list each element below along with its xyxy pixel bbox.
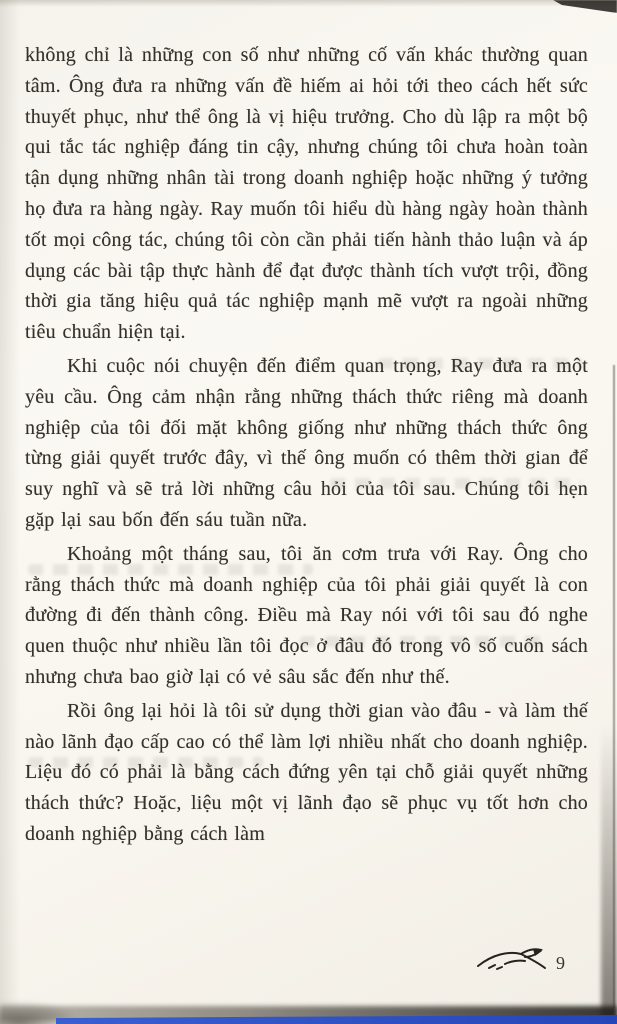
scan-shadow-bottom-right: [601, 724, 617, 1024]
page-number: 9: [556, 953, 565, 973]
page-footer: [475, 944, 565, 974]
paragraph: không chỉ là những con số như những cố vấn khác thường quan tâm. Ông đưa ra những vấn đề hiếm ai hỏi tới theo cách hết sức thuyết phục, như thể ông là vị hiệu trưởng. Cho dù lập ra một bộ qui tắc tác nghiệp đáng tin cậy, nhưng chúng tôi chưa hoàn toàn tận dụng những nhân tài trong doanh nghiệp hoặc những ý tưởng họ đưa ra hàng ngày. Ray muốn tôi hiểu dù hàng ngày hoàn thành tốt mọi công tác, chúng tôi còn cần phải tiến hành thảo luận và áp dụng các bài tập thực hành để đạt được thành tích vượt trội, đồng thời gia tăng hiệu quả tác nghiệp mạnh mẽ vượt ra ngoài những tiêu chuẩn hiện tại.: [25, 44, 588, 344]
paragraph: Khoảng một tháng sau, tôi ăn cơm trưa với Ray. Ông cho rằng thách thức mà doanh nghiệp của tôi phải giải quyết là con đường đi đến thành công. Điều mà Ray nói với tôi sau đó nghe quen thuộc như nhiều lần tôi đọc ở đâu đó trong vô số cuốn sách nhưng chưa bao giờ lại có vẻ sâu sắc đến như thế.: [25, 542, 588, 688]
pen-scribble-icon: [475, 944, 549, 974]
body-text: [25, 40, 588, 853]
paragraph: Rồi ông lại hỏi là tôi sử dụng thời gian vào đâu - và làm thế nào lãnh đạo cấp cao có thể làm lợi nhiều nhất cho doanh nghiệp. Liệu đó có phải là bằng cách đứng yên tại chỗ giải quyết những thách thức? Hoặc, liệu một vị lãnh đạo sẽ phục vụ tốt hơn cho doanh nghiệp bằng cách làm: [25, 699, 588, 845]
scan-shading-top: [0, 0, 617, 7]
paragraph: Khi cuộc nói chuyện đến điểm quan trọng, Ray đưa ra một yêu cầu. Ông cảm nhận rằng những thách thức riêng mà doanh nghiệp của tôi đối mặt không giống như những thách thức ông từng giải quyết trước đây, vì thế ông muốn có thêm thời gian để suy nghĩ và sẽ trả lời những câu hỏi của tôi sau. Chúng tôi hẹn gặp lại sau bốn đến sáu tuần nữa.: [25, 354, 588, 531]
scan-shading-left: [0, 0, 20, 1024]
